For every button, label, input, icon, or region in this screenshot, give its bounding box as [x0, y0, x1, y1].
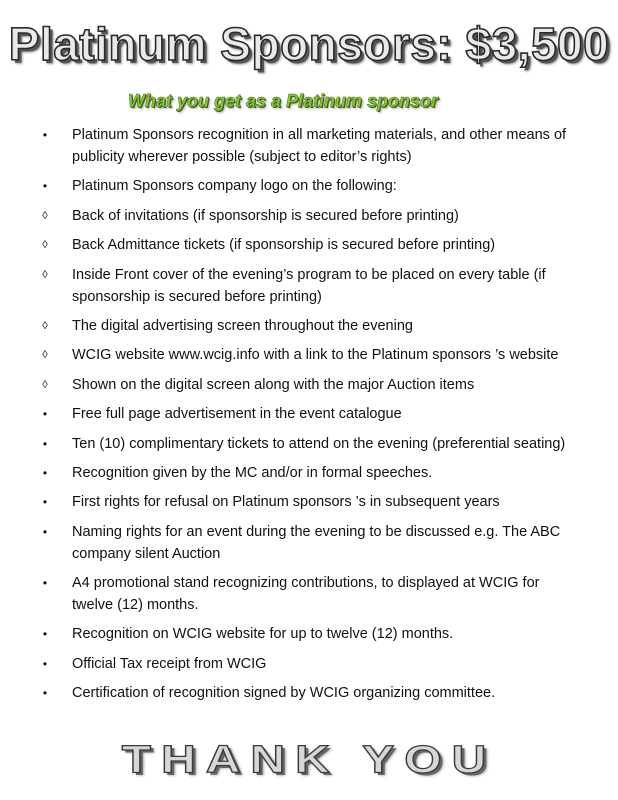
- diamond-icon: ◊: [42, 349, 48, 362]
- list-item-text: Inside Front cover of the evening’s program to be placed on every table (if sponsorship is secured before printing): [72, 266, 546, 305]
- list-item-text: Naming rights for an event during the evening to be discussed e.g. The ABC company silent Auction: [72, 523, 561, 562]
- diamond-icon: ◊: [42, 209, 48, 222]
- list-subitem: [38, 374, 576, 396]
- bullet-icon: •: [42, 686, 48, 701]
- list-subitem: [38, 234, 576, 256]
- list-item: [38, 433, 576, 455]
- list-item-text: Free full page advertisement in the event catalogue: [72, 406, 402, 423]
- list-item: [38, 682, 576, 704]
- list-item-text: Recognition given by the MC and/or in formal speeches.: [72, 464, 433, 481]
- list-item-text: WCIG website www.wcig.info with a link to the Platinum sponsors ’s website: [72, 347, 559, 364]
- list-item-text: Ten (10) complimentary tickets to attend on the evening (preferential seating): [72, 435, 566, 452]
- list-item-text: Official Tax receipt from WCIG: [72, 655, 267, 672]
- list-item: [38, 175, 576, 197]
- list-item-text: Platinum Sponsors recognition in all marketing materials, and other means of publicity wherever possible (subject to editor’s rights): [72, 127, 567, 165]
- list-subitem: [38, 264, 576, 308]
- list-item: [38, 124, 576, 168]
- page-subtitle: What you get as a Platinum sponsor: [128, 91, 439, 111]
- list-subitem: [38, 344, 576, 366]
- bullet-icon: •: [42, 627, 48, 642]
- bullet-icon: •: [42, 128, 48, 142]
- list-item-text: First rights for refusal on Platinum sponsors ’s in subsequent years: [72, 494, 500, 511]
- list-item: [38, 403, 576, 425]
- page-title: Platinum Sponsors: $3,500: [8, 18, 610, 70]
- benefits-list: [38, 124, 576, 712]
- list-item-text: Recognition on WCIG website for up to twelve (12) months.: [72, 626, 454, 643]
- bullet-icon: •: [42, 656, 48, 671]
- list-item: [38, 623, 576, 645]
- list-item: [38, 491, 576, 513]
- bullet-icon: •: [42, 576, 48, 591]
- diamond-icon: ◊: [42, 268, 48, 281]
- list-item-text: Shown on the digital screen along with the major Auction items: [72, 376, 475, 393]
- list-item: [38, 462, 576, 484]
- diamond-icon: ◊: [42, 319, 48, 332]
- list-item-text: Certification of recognition signed by WCIG organizing committee.: [72, 685, 496, 702]
- bullet-icon: •: [42, 407, 48, 422]
- bullet-icon: •: [42, 524, 48, 539]
- thank-you-banner: THANK YOU: [121, 738, 497, 782]
- list-item: [38, 521, 576, 565]
- bullet-icon: •: [42, 495, 48, 510]
- list-item-text: The digital advertising screen throughout the evening: [72, 317, 413, 334]
- diamond-icon: ◊: [42, 378, 48, 391]
- list-subitem: [38, 315, 576, 337]
- list-item: [38, 653, 576, 675]
- list-item: [38, 572, 576, 616]
- list-item-text: A4 promotional stand recognizing contributions, to displayed at WCIG for twelve (12) months.: [72, 575, 540, 614]
- list-item-text: Platinum Sponsors company logo on the following:: [72, 178, 397, 195]
- list-item-text: Back Admittance tickets (if sponsorship is secured before printing): [72, 237, 496, 254]
- bullet-icon: •: [42, 179, 48, 194]
- diamond-icon: ◊: [42, 239, 48, 252]
- bullet-icon: •: [42, 436, 48, 451]
- list-subitem: [38, 205, 576, 227]
- bullet-icon: •: [42, 465, 48, 480]
- list-item-text: Back of invitations (if sponsorship is secured before printing): [72, 207, 459, 224]
